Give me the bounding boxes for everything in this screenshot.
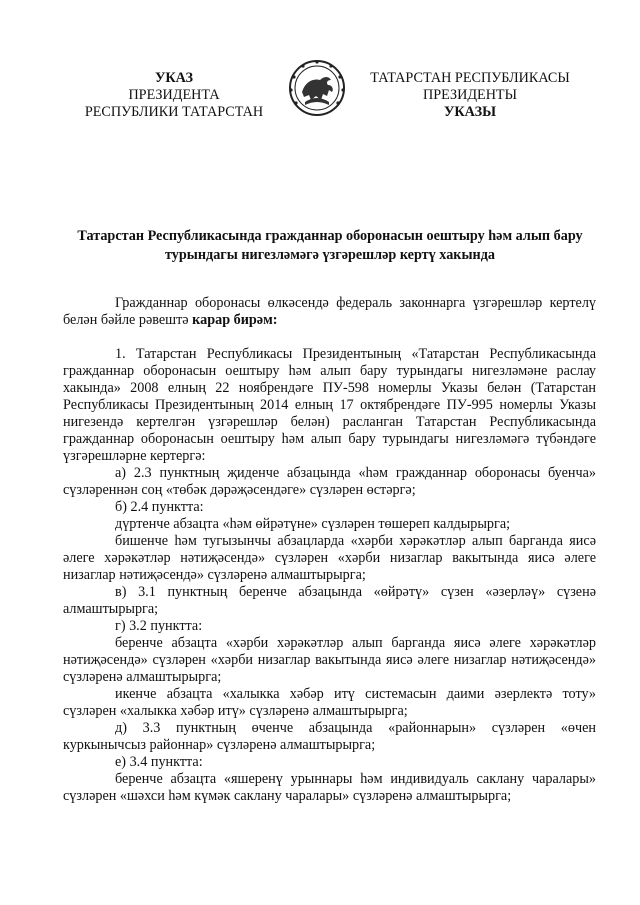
coat-of-arms-icon <box>287 58 347 118</box>
paragraph-d: д) 3.3 пунктның өченче абзацында «районнарын» сүзләрен «өчен куркынычсыз районнар» сүзләренә алмаштырырга; <box>63 720 596 753</box>
header-tatar <box>352 70 588 121</box>
paragraph-e-1: беренче абзацта «яшеренү урыннары һәм индивидуаль саклану чаралары» сүзләрен «шәхси һәм күмәк саклану чаралары» сүзләренә алмаштырырга; <box>63 771 596 804</box>
intro-paragraph <box>63 295 596 329</box>
header-left-line-3: РЕСПУБЛИКИ ТАТАРСТАН <box>84 104 264 120</box>
paragraph-b-1: дүртенче абзацта «һәм өйрәтүне» сүзләрен төшереп калдырырга; <box>115 516 511 532</box>
paragraph-a: а) 2.3 пунктның җиденче абзацында «һәм гражданнар оборонасы буенча» сүзләреннән соң «төбәк дәрәҗәсендәге» сүзләрен өстәргә; <box>63 465 596 498</box>
header-right-line-3: УКАЗЫ <box>443 104 496 120</box>
intro-decree-phrase: карар бирәм: <box>192 312 278 328</box>
paragraph-v: в) 3.1 пунктның беренче абзацында «өйрәтү» сүзен «әзерләү» сүзенә алмаштырырга; <box>63 584 596 617</box>
header-left-line-1: УКАЗ <box>154 70 194 86</box>
paragraph-b-2: бишенче һәм тугызынчы абзацларда «хәрби хәрәкәтләр алып барганда яисә әлеге хәрәкәтләр нәтиҗәсендә» сүзләрен «хәрби низаглар вакытында яисә әлеге низаглар нәтиҗәсендә» сүзләренә алмаштырырга; <box>63 533 596 583</box>
document-title: Татарстан Республикасында гражданнар оборонасын оештыру һәм алып бару турындагы нигезләмәгә үзгәрешләр кертү хакында <box>77 228 583 263</box>
paragraph-g-2: икенче абзацта «халыкка хәбәр итү системасын даими әзерлектә тоту» сүзләрен «халыкка хәбәр итү» сүзләренә алмаштырырга; <box>63 686 596 719</box>
header-russian <box>64 70 284 121</box>
paragraph-e: е) 3.4 пунктта: <box>115 754 203 770</box>
header-right-line-1: ТАТАРСТАН РЕСПУБЛИКАСЫ <box>370 70 570 86</box>
paragraph-g-1: беренче абзацта «хәрби хәрәкәтләр алып барганда яисә әлеге хәрәкәтләр нәтиҗәсендә» сүзләрен «хәрби низаглар вакытында яисә әлеге низаглар нәтиҗәсендә» сүзләренә алмаштырырга; <box>63 635 596 685</box>
paragraph-1: 1. Татарстан Республикасы Президентының «Татарстан Республикасында гражданнар оборонасын оештыру һәм алып бару турындагы нигезләмәне раслау хакында» 2008 елның 22 ноябрендәге ПУ-598 номерлы Указы белән (Татарстан Республикасы Президентының 2014 елның 17 октябрендәге ПУ-995 номерлы Указы нигезендә кертелгән үзгәрешләр белән) расланган Татарстан Республикасында гражданнар оборонасын оештыру һәм алып бару турындагы нигезләмәгә түбәндәге үзгәрешләрне кертергә: <box>63 346 596 464</box>
intro-text: Гражданнар оборонасы өлкәсендә федераль законнарга үзгәрешләр кертелү белән бәйле рәвештә <box>63 295 596 328</box>
header-left-line-2: ПРЕЗИДЕНТА <box>128 87 220 103</box>
header-right-line-2: ПРЕЗИДЕНТЫ <box>423 87 517 103</box>
document-body <box>63 295 596 805</box>
paragraph-b: б) 2.4 пунктта: <box>115 499 204 515</box>
document-header <box>0 70 640 150</box>
paragraph-g: г) 3.2 пунктта: <box>115 618 203 634</box>
